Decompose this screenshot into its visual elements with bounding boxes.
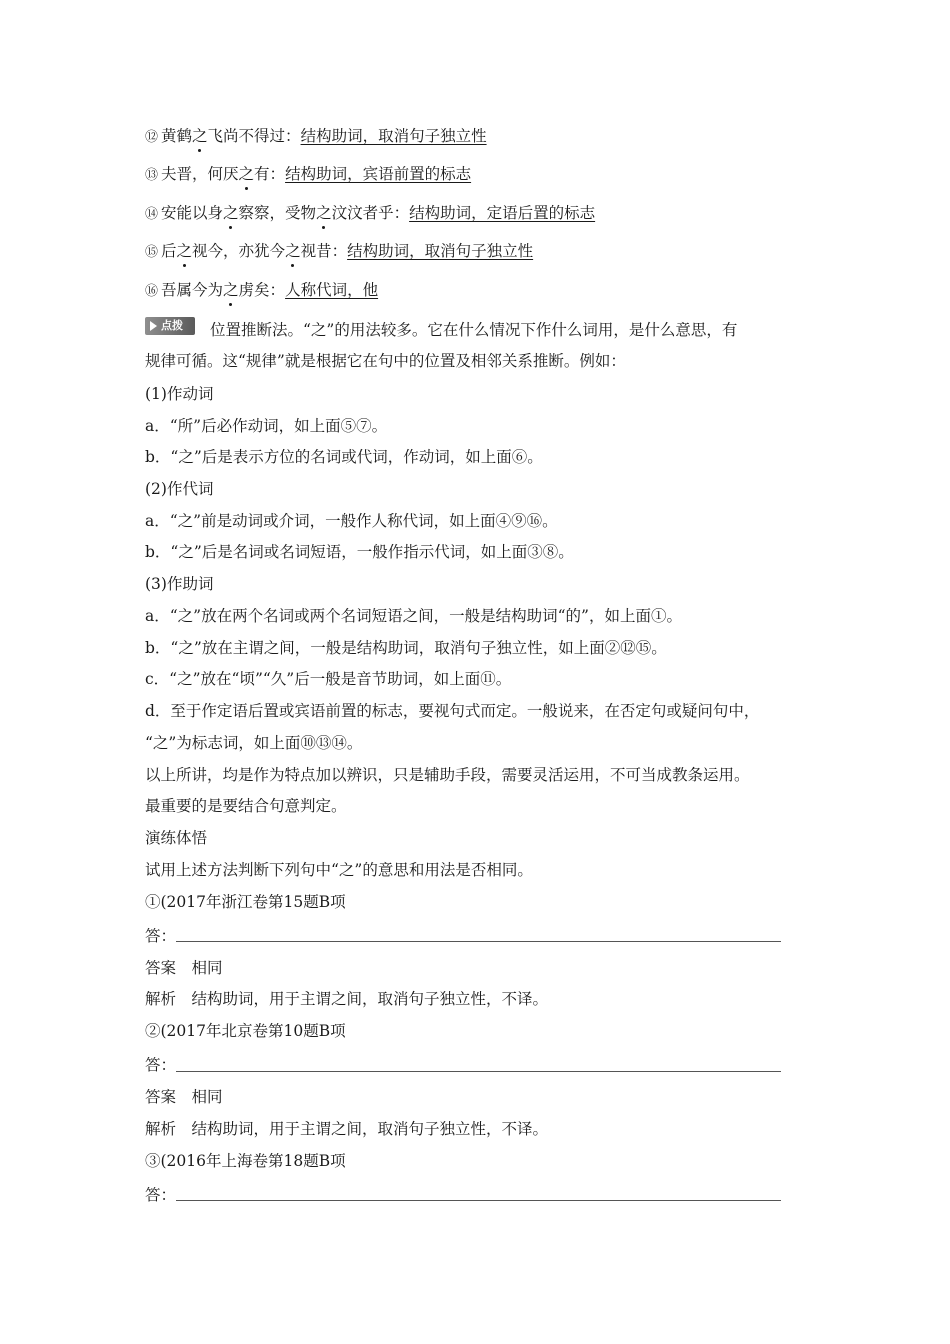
tip-badge: 点拨 — [145, 317, 195, 335]
example-16: ⑯ 吾属今为之虏矣：人称代词，他 — [145, 281, 379, 299]
practice-heading: 演练体悟 — [145, 829, 208, 847]
answer-text: 答案 相同 — [145, 959, 223, 977]
section-line: a．“所”后必作动词，如上面⑤⑦。 — [145, 417, 388, 435]
section-line: 以上所讲，均是作为特点加以辨识，只是辅助手段，需要灵活运用，不可当成教条运用。 — [145, 766, 750, 784]
tip-line-2: 规律可循。这“规律”就是根据它在句中的位置及相邻关系推断。例如： — [145, 352, 626, 370]
example-13: ⑬ 夫晋，何厌之有：结构助词，宾语前置的标志 — [145, 165, 472, 183]
section-line: 最重要的是要结合句意判定。 — [145, 797, 347, 815]
answer-input-line[interactable] — [176, 941, 781, 942]
section-line: a．“之”前是动词或介词，一般作人称代词，如上面④⑨⑯。 — [145, 512, 558, 530]
play-arrow-icon — [150, 321, 157, 331]
section-line: d．至于作定语后置或宾语前置的标志，要视句式而定。一般说来，在否定句或疑问句中， — [145, 702, 760, 720]
section-line: c．“之”放在“顷”“久”后一般是音节助词，如上面⑪。 — [145, 670, 512, 688]
example-14: ⑭ 安能以身之察察，受物之汶汶者乎：结构助词，定语后置的标志 — [145, 204, 596, 222]
answer-text: 答案 相同 — [145, 1088, 223, 1106]
answer-label: 答： — [145, 1056, 177, 1074]
example-12-answer: 结构助词，取消句子独立性 — [300, 127, 487, 145]
example-12: ⑫ 黄鹤之飞尚不得过：结构助词，取消句子独立性 — [145, 127, 487, 145]
section-line: a．“之”放在两个名词或两个名词短语之间，一般是结构助词“的”，如上面①。 — [145, 607, 682, 625]
tip-line-1: 位置推断法。“之”的用法较多。它在什么情况下作什么词用，是什么意思，有 — [210, 321, 738, 339]
example-16-answer: 人称代词，他 — [285, 281, 379, 299]
answer-label: 答： — [145, 1186, 177, 1204]
answer-label: 答： — [145, 927, 177, 945]
question-3: ③(2016年上海卷第18题B项 — [145, 1152, 346, 1170]
example-13-answer: 结构助词，宾语前置的标志 — [285, 165, 472, 183]
section-line: “之”为标志词，如上面⑩⑬⑭。 — [145, 734, 363, 752]
example-15: ⑮ 后之视今，亦犹今之视昔：结构助词，取消句子独立性 — [145, 242, 534, 260]
section-line: (1)作动词 — [145, 385, 214, 403]
section-line: b．“之”后是表示方位的名词或代词，作动词，如上面⑥。 — [145, 448, 543, 466]
section-line: (3)作助词 — [145, 575, 214, 593]
question-1: ①(2017年浙江卷第15题B项 — [145, 893, 346, 911]
question-2: ②(2017年北京卷第10题B项 — [145, 1022, 346, 1040]
example-14-answer: 结构助词，定语后置的标志 — [409, 204, 596, 222]
analysis-text: 解析 结构助词，用于主谓之间，取消句子独立性，不译。 — [145, 1120, 549, 1138]
answer-input-line[interactable] — [176, 1071, 781, 1072]
analysis-text: 解析 结构助词，用于主谓之间，取消句子独立性，不译。 — [145, 990, 549, 1008]
answer-input-line[interactable] — [176, 1200, 781, 1201]
example-15-answer: 结构助词，取消句子独立性 — [347, 242, 534, 260]
section-line: (2)作代词 — [145, 480, 214, 498]
practice-intro: 试用上述方法判断下列句中“之”的意思和用法是否相同。 — [145, 861, 533, 879]
section-line: b．“之”后是名词或名词短语，一般作指示代词，如上面③⑧。 — [145, 543, 574, 561]
section-line: b．“之”放在主谓之间，一般是结构助词，取消句子独立性，如上面②⑫⑮。 — [145, 639, 667, 657]
